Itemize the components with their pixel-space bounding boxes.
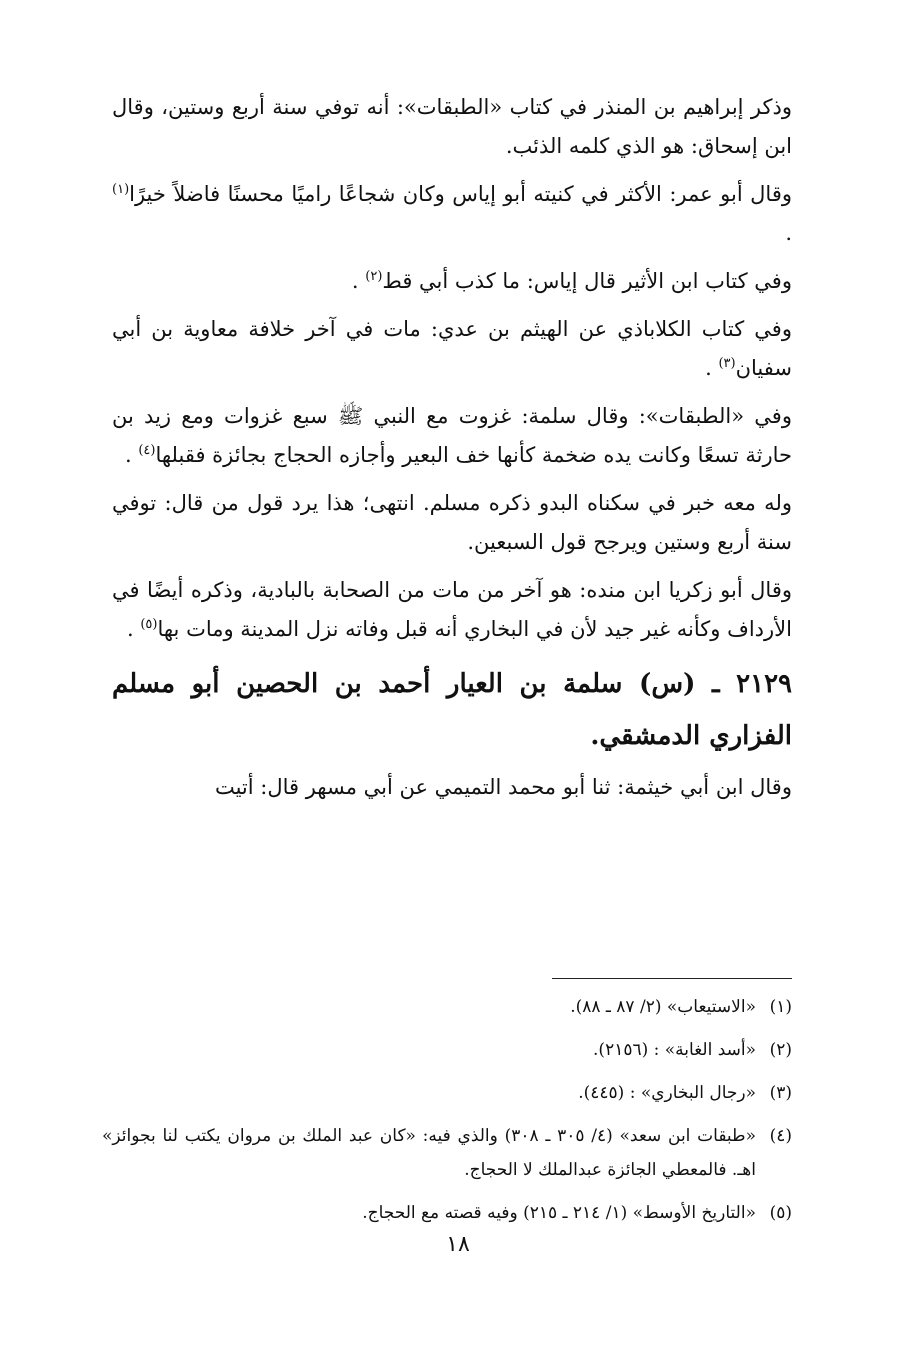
footnote-ref-2: (٢) (365, 269, 383, 284)
paragraph-7 (112, 571, 792, 649)
footnote-4 (102, 1119, 792, 1187)
footnote-ref-3: (٣) (718, 356, 736, 371)
paragraph-1 (112, 88, 792, 166)
footnote-number: (٢) (769, 1040, 792, 1060)
paragraph-text: وله معه خبر في سكناه البدو ذكره مسلم. انتهى؛ هذا يرد قول من قال: توفي سنة أربع وستين ويرجح قول السبعين. (112, 491, 792, 554)
footnote-text: «التاريخ الأوسط» (١/ ٢١٤ ـ ٢١٥) وفيه قصته مع الحجاج. (362, 1203, 756, 1223)
entry-heading: ٢١٢٩ ـ (س) سلمة بن العيار أحمد بن الحصين أبو مسلم الفزاري الدمشقي. (112, 669, 792, 751)
footnote-number: (٥) (769, 1203, 792, 1223)
paragraph-3 (112, 262, 792, 301)
paragraph-end: . (705, 356, 719, 380)
paragraph-6 (112, 484, 792, 562)
paragraph-5 (112, 397, 792, 475)
footnote-ref-1: (١) (112, 182, 130, 197)
footnotes (102, 990, 792, 1239)
paragraph-end: . (785, 221, 792, 245)
page-number: ١٨ (446, 1232, 470, 1257)
footnote-5 (102, 1196, 792, 1230)
footnote-ref-4: (٤) (138, 443, 156, 458)
paragraph-text: وفي كتاب الكلاباذي عن الهيثم بن عدي: مات في آخر خلافة معاوية بن أبي سفيان (112, 317, 792, 380)
footnote-3 (102, 1076, 792, 1110)
footnote-number: (٣) (769, 1083, 792, 1103)
entry-first-line: وقال ابن أبي خيثمة: ثنا أبو محمد التميمي عن أبي مسهر قال: أتيت (214, 775, 792, 799)
paragraph-text: وفي «الطبقات»: وقال سلمة: غزوت مع النبي ﷺ سبع غزوات ومع زيد بن حارثة تسعًا وكانت يده ضخمة كأنها خف البعير وأجازه الحجاج بجائزة فقبلها (112, 404, 792, 467)
footnote-text: «رجال البخاري» : (٤٤٥). (578, 1083, 756, 1103)
paragraph-4 (112, 310, 792, 388)
footnote-number: (٤) (769, 1126, 792, 1146)
footnote-text: «طبقات ابن سعد» (٤/ ٣٠٥ ـ ٣٠٨) والذي فيه: «كان عبد الملك بن مروان يكتب لنا بجوائز» اهـ. فالمعطي الجائزة عبدالملك لا الحجاج. (102, 1126, 756, 1180)
footnote-number: (١) (769, 997, 792, 1017)
paragraph-text: وفي كتاب ابن الأثير قال إياس: ما كذب أبي قط (382, 269, 792, 293)
footnote-text: «أسد الغابة» : (٢١٥٦). (593, 1040, 756, 1060)
footnote-ref-5: (٥) (140, 617, 158, 632)
paragraph-text: وقال أبو زكريا ابن منده: هو آخر من مات من الصحابة بالبادية، وذكره أيضًا في الأرداف وكأنه غير جيد لأن في البخاري أنه قبل وفاته نزل المدينة ومات بها (112, 578, 792, 641)
paragraph-text: وقال أبو عمر: الأكثر في كنيته أبو إياس وكان شجاعًا راميًا محسنًا فاضلاً خيرًا (129, 182, 792, 206)
footnote-text: «الاستيعاب» (٢/ ٨٧ ـ ٨٨). (570, 997, 756, 1017)
paragraph-end: . (351, 269, 366, 293)
paragraph-2 (112, 175, 792, 253)
paragraph-end: . (124, 443, 139, 467)
footnote-2 (102, 1033, 792, 1067)
footnote-divider (552, 978, 792, 979)
paragraph-text: وذكر إبراهيم بن المنذر في كتاب «الطبقات»: أنه توفي سنة أربع وستين، وقال ابن إسحاق: هو الذي كلمه الذئب. (112, 95, 792, 158)
paragraph-end: . (126, 617, 141, 641)
main-text (112, 88, 792, 816)
footnote-1 (102, 990, 792, 1024)
